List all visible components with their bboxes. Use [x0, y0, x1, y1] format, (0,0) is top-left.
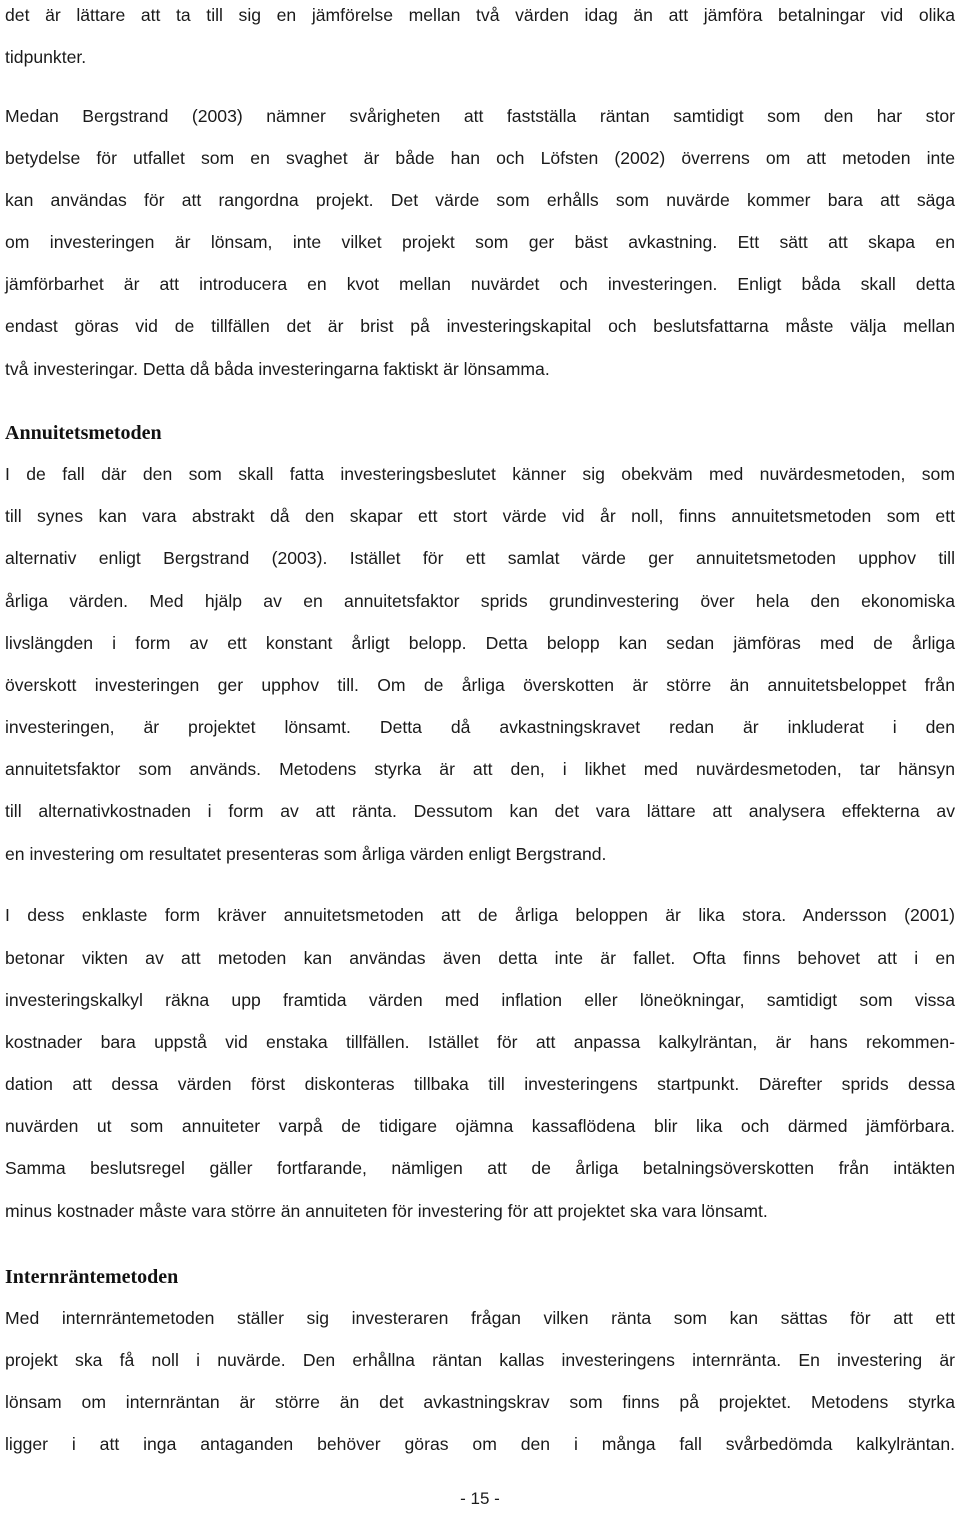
text-line: livslängden i form av ett konstant årligt belopp. Detta belopp kan sedan jämföras med de årliga: [5, 633, 955, 653]
text-line: till alternativkostnaden i form av att ränta. Dessutom kan det vara lättare att analysera effekterna av: [5, 801, 955, 821]
text-line: alternativ enligt Bergstrand (2003). Istället för ett samlat värde ger annuitetsmetoden upphov till: [5, 548, 955, 568]
text-line: en investering om resultatet presenteras som årliga värden enligt Bergstrand.: [5, 844, 607, 864]
text-line: nuvärden ut som annuiteter varpå de tidigare ojämna kassaflödena blir lika och därmed jämförbara.: [5, 1116, 955, 1136]
text-line: Medan Bergstrand (2003) nämner svårigheten att fastställa räntan samtidigt som den har stor: [5, 106, 955, 126]
text-line: jämförbarhet är att introducera en kvot mellan nuvärdet och investeringen. Enligt båda skall detta: [5, 274, 955, 294]
text-line: till synes kan vara abstrakt då den skapar ett stort värde vid år noll, finns annuitetsmetoden som ett: [5, 506, 955, 526]
text-line: betydelse för utfallet som en svaghet är både han och Löfsten (2002) överrens om att metoden inte: [5, 148, 955, 168]
text-line: kan användas för att rangordna projekt. Det värde som erhålls som nuvärde kommer bara att säga: [5, 190, 955, 210]
text-line: investeringen, är projektet lönsamt. Detta då avkastningskravet redan är inkluderat i den: [5, 717, 955, 737]
text-line: överskott investeringen ger upphov till. Om de årliga överskotten är större än annuitetsbeloppet från: [5, 675, 955, 695]
text-line: projekt ska få noll i nuvärde. Den erhållna räntan kallas investeringens internränta. En investering är: [5, 1350, 955, 1370]
text-line: I de fall där den som skall fatta investeringsbeslutet känner sig obekväm med nuvärdesmetoden, som: [5, 464, 955, 484]
text-line: minus kostnader måste vara större än annuiteten för investering för att projektet ska vara lönsamt.: [5, 1201, 768, 1221]
text-line: betonar vikten av att metoden kan användas även detta inte är fallet. Ofta finns behovet att i en: [5, 948, 955, 968]
section-heading-annuitetsmetoden: Annuitetsmetoden: [5, 422, 162, 444]
text-line: ligger i att inga antaganden behöver göras om den i många fall svårbedömda kalkylräntan.: [5, 1434, 955, 1454]
text-line: årliga värden. Med hjälp av en annuitetsfaktor sprids grundinvestering över hela den ekonomiska: [5, 591, 955, 611]
text-line: investeringskalkyl räkna upp framtida värden med inflation eller löneökningar, samtidigt som vissa: [5, 990, 955, 1010]
text-line: I dess enklaste form kräver annuitetsmetoden att de årliga beloppen är lika stora. Andersson (2001): [5, 905, 955, 925]
text-line: endast göras vid de tillfällen det är brist på investeringskapital och beslutsfattarna måste välja mellan: [5, 316, 955, 336]
text-line: två investeringar. Detta då båda investeringarna faktiskt är lönsamma.: [5, 359, 550, 379]
page-number: - 15 -: [460, 1489, 500, 1508]
text-line: Samma beslutsregel gäller fortfarande, nämligen att de årliga betalningsöverskotten från intäkten: [5, 1158, 955, 1178]
text-line: det är lättare att ta till sig en jämförelse mellan två värden idag än att jämföra betalningar vid olika: [5, 5, 955, 25]
section-heading-internrantemetoden: Internräntemetoden: [5, 1266, 179, 1288]
text-line: lönsam om internräntan är större än det avkastningskrav som finns på projektet. Metodens styrka: [5, 1392, 955, 1412]
text-line: om investeringen är lönsam, inte vilket projekt som ger bäst avkastning. Ett sätt att skapa en: [5, 232, 955, 252]
text-line: tidpunkter.: [5, 47, 87, 67]
text-line: kostnader bara uppstå vid enstaka tillfällen. Istället för att anpassa kalkylräntan, är hans rekommen-: [5, 1032, 955, 1052]
text-line: Med internräntemetoden ställer sig investeraren frågan vilken ränta som kan sättas för att ett: [5, 1308, 955, 1328]
text-line: dation att dessa värden först diskonteras tillbaka till investeringens startpunkt. Därefter sprids dessa: [5, 1074, 955, 1094]
text-line: annuitetsfaktor som används. Metodens styrka är att den, i likhet med nuvärdesmetoden, tar hänsyn: [5, 759, 955, 779]
